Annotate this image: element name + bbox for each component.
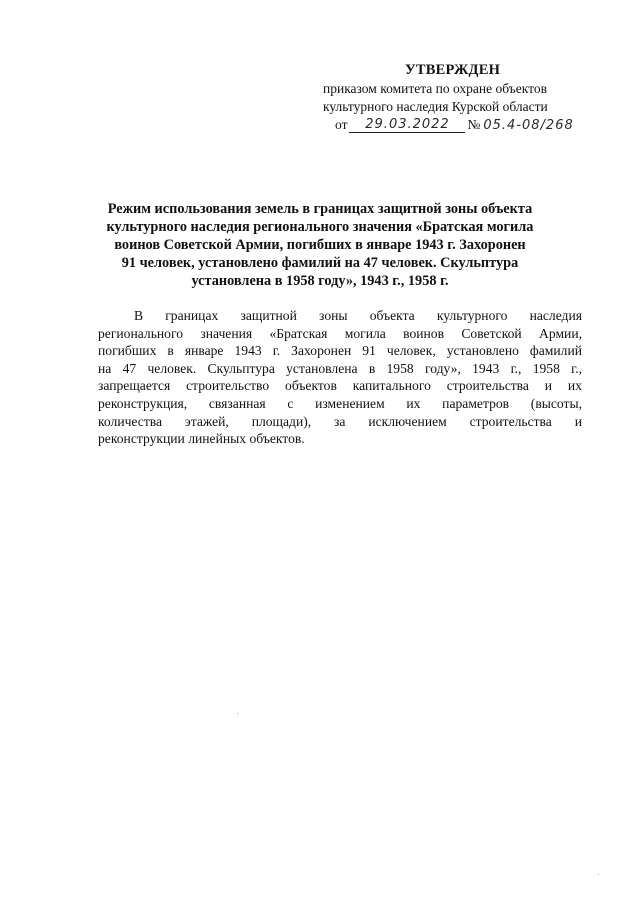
body-line: В границах защитной зоны объекта культурного наследия: [134, 308, 582, 323]
approval-authority-line-1: приказом комитета по охране объектов: [323, 81, 547, 96]
scan-speck: [237, 713, 238, 714]
approval-heading: УТВЕРЖДЕН: [405, 62, 501, 78]
title-line: установлена в 1958 году», 1943 г., 1958 г.: [191, 273, 449, 289]
body-line: погибших в январе 1943 г. Захоронен 91 человек, установлено фамилий: [98, 343, 582, 359]
title-line: культурного наследия регионального значения «Братская могила: [106, 219, 534, 235]
scan-speck: [598, 874, 599, 875]
title-line: воинов Советской Армии, погибших в январе 1943 г. Захоронен: [114, 237, 526, 253]
body-line: запрещается строительство объектов капитального строительства и их: [98, 378, 582, 394]
body-line: на 47 человек. Скульптура установлена в 1958 году», 1943 г., 1958 г.,: [98, 360, 582, 376]
document-title: [96, 200, 544, 290]
handwritten-order-number: 05.4-08/268: [483, 118, 574, 133]
body-line: реконструкции линейных объектов.: [98, 431, 305, 447]
body-paragraph: [98, 307, 582, 448]
body-line: количества этажей, площади), за исключением строительства и: [98, 413, 582, 429]
body-line: регионального значения «Братская могила воинов Советской Армии,: [98, 325, 582, 341]
number-label: №: [467, 117, 481, 132]
title-line: Режим использования земель в границах защитной зоны объекта: [107, 201, 533, 217]
approval-authority-line-2: культурного наследия Курской области: [323, 99, 548, 114]
date-label: от: [335, 117, 348, 132]
title-line: 91 человек, установлено фамилий на 47 человек. Скульптура: [121, 255, 519, 271]
handwritten-date: 29.03.2022: [349, 118, 465, 133]
approval-date-number-line: [335, 117, 576, 133]
body-line: реконструкция, связанная с изменением их параметров (высоты,: [98, 395, 582, 411]
